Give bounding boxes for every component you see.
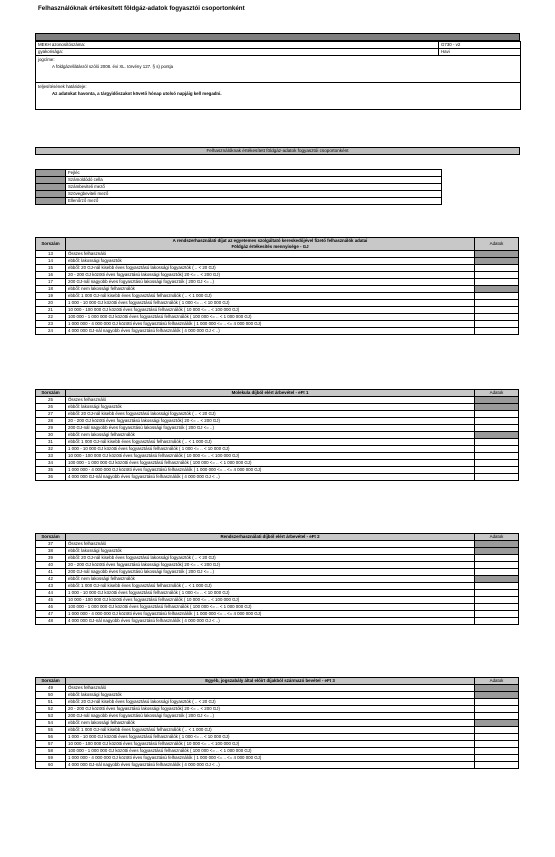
table-row: [36, 692, 519, 699]
legend-swatch: [36, 177, 66, 184]
data-input-cell[interactable]: [475, 541, 519, 548]
row-number: 55: [36, 727, 66, 734]
data-input-cell[interactable]: [475, 604, 519, 611]
table-row: [36, 699, 519, 706]
row-label: ebből: nem lakossági felhasználók: [66, 720, 475, 727]
table-row: [36, 460, 519, 467]
data-input-cell[interactable]: [475, 286, 519, 293]
table-row: [36, 446, 519, 453]
row-label: 20 - 200 GJ közötti éves fogyasztású lakossági fogyasztók( 20 <= .. < 200 GJ): [66, 706, 475, 713]
col-adatok: Adatok: [475, 678, 519, 685]
data-input-cell[interactable]: [475, 446, 519, 453]
row-label: 10 000 - 100 000 GJ közötti éves fogyasztású felhasználók ( 10 000 <= .. < 100 000 GJ): [66, 453, 475, 460]
table-row: [36, 314, 519, 321]
row-number: 39: [36, 555, 66, 562]
row-number: 51: [36, 699, 66, 706]
data-input-cell[interactable]: [475, 583, 519, 590]
table-row: [36, 713, 519, 720]
meta-table: [35, 41, 521, 110]
data-input-cell[interactable]: [475, 748, 519, 755]
col-adatok: Adatok: [475, 238, 519, 251]
table-row: [36, 307, 519, 314]
data-input-cell[interactable]: [475, 314, 519, 321]
col-sorszam: Sorszám: [36, 534, 66, 541]
table-row: [36, 618, 519, 625]
row-label: Összes felhasználó: [66, 251, 475, 258]
row-label: 20 - 200 GJ közötti éves fogyasztású lakossági fogyasztók( 20 <= .. < 200 GJ): [66, 272, 475, 279]
row-label: 4 000 000 GJ-nál nagyobb éves fogyasztású felhasználók ( 4 000 000 GJ < ..): [66, 328, 475, 335]
data-input-cell[interactable]: [475, 251, 519, 258]
table-row: [36, 453, 519, 460]
table-row: [36, 328, 519, 335]
section-table: [35, 237, 519, 335]
table-row: [36, 541, 519, 548]
data-input-cell[interactable]: [475, 272, 519, 279]
table-row: [36, 583, 519, 590]
row-number: 42: [36, 576, 66, 583]
deadline-label: teljesítésének határideje:: [38, 84, 87, 89]
data-input-cell[interactable]: [475, 685, 519, 692]
row-number: 16: [36, 272, 66, 279]
row-label: 1 000 - 10 000 GJ közötti éves fogyasztású felhasználók ( 1 000 <= .. < 10 000 GJ): [66, 734, 475, 741]
row-label: ebből: lakossági fogyasztók: [66, 692, 475, 699]
table-row: [36, 604, 519, 611]
section-heading: Egyéb, jogszabály által előírt díjakból származó bevétel - eFt 3: [66, 678, 475, 685]
section-heading: Molekula díjból elért árbevétel - eFt 1: [66, 390, 475, 397]
row-label: ebből: lakossági fogyasztók: [66, 258, 475, 265]
data-input-cell[interactable]: [475, 741, 519, 748]
col-sorszam: Sorszám: [36, 678, 66, 685]
row-label: 1 000 - 10 000 GJ közötti éves fogyasztású felhasználók ( 1 000 <= .. < 10 000 GJ): [66, 446, 475, 453]
table-row: [36, 555, 519, 562]
row-label: 200 GJ-nál nagyobb éves fogyasztású lakossági fogyasztók ( 200 GJ <= ..): [66, 279, 475, 286]
table-row: [36, 706, 519, 713]
row-number: 20: [36, 300, 66, 307]
row-number: 57: [36, 741, 66, 748]
row-label: ebből: lakossági fogyasztók: [66, 404, 475, 411]
row-label: 20 - 200 GJ közötti éves fogyasztású lakossági fogyasztók( 20 <= .. < 200 GJ): [66, 418, 475, 425]
data-input-cell[interactable]: [475, 562, 519, 569]
data-input-cell[interactable]: [475, 727, 519, 734]
section-heading: Rendszerhasználati díjból elért árbevétel - eFt 2: [66, 534, 475, 541]
table-row: [36, 265, 519, 272]
row-number: 33: [36, 453, 66, 460]
data-input-cell[interactable]: [475, 279, 519, 286]
row-number: 29: [36, 425, 66, 432]
row-label: 4 000 000 GJ-nál nagyobb éves fogyasztású felhasználók ( 4 000 000 GJ < ..): [66, 618, 475, 625]
legend-label: Szövegbeviteli mező: [66, 191, 442, 198]
row-label: Összes felhasználó: [66, 685, 475, 692]
legend-label: Ellenőrző mező: [66, 198, 442, 205]
row-label: ebből: 1 000 GJ-nál kisebb éves fogyasztású felhasználók ( .. < 1 000 GJ): [66, 293, 475, 300]
table-row: [36, 467, 519, 474]
row-label: 4 000 000 GJ-nál nagyobb éves fogyasztású felhasználók ( 4 000 000 GJ < ..): [66, 474, 475, 481]
legal-value: A földgázellátásról szóló 2008. évi XL. törvény 127. § s) pontja: [52, 64, 174, 69]
table-row: [36, 418, 519, 425]
table-row: [36, 548, 519, 555]
data-input-cell[interactable]: [475, 597, 519, 604]
table-row: [36, 439, 519, 446]
row-number: 14: [36, 258, 66, 265]
row-number: 47: [36, 611, 66, 618]
table-row: [36, 411, 519, 418]
table-row: [36, 272, 519, 279]
row-number: 13: [36, 251, 66, 258]
row-number: 58: [36, 748, 66, 755]
data-input-cell[interactable]: [475, 734, 519, 741]
data-input-cell[interactable]: [475, 548, 519, 555]
table-row: [36, 597, 519, 604]
table-row: [36, 569, 519, 576]
row-number: 52: [36, 706, 66, 713]
table-row: [36, 279, 519, 286]
data-input-cell[interactable]: [475, 307, 519, 314]
row-label: 10 000 - 100 000 GJ közötti éves fogyasztású felhasználók ( 10 000 <= .. < 100 000 GJ): [66, 597, 475, 604]
col-adatok: Adatok: [475, 534, 519, 541]
data-input-cell[interactable]: [475, 258, 519, 265]
row-label: ebből: 1 000 GJ-nál kisebb éves fogyasztású felhasználók ( .. < 1 000 GJ): [66, 727, 475, 734]
row-label: 100 000 - 1 000 000 GJ közötti éves fogyasztású felhasználók ( 100 000 <= .. < 1 000 000 GJ): [66, 460, 475, 467]
data-input-cell[interactable]: [475, 699, 519, 706]
row-number: 45: [36, 597, 66, 604]
table-row: [36, 741, 519, 748]
row-label: 10 000 - 100 000 GJ közötti éves fogyasztású felhasználók ( 10 000 <= .. < 100 000 GJ): [66, 741, 475, 748]
table-row: [36, 321, 519, 328]
table-row: [36, 562, 519, 569]
data-input-cell[interactable]: [475, 692, 519, 699]
freq-label: gyakorisága:: [36, 49, 439, 56]
table-row: [36, 755, 519, 762]
row-number: 35: [36, 467, 66, 474]
table-row: [36, 397, 519, 404]
row-number: 44: [36, 590, 66, 597]
legend-swatch: [36, 184, 66, 191]
row-number: 48: [36, 618, 66, 625]
row-label: 1 000 000 - 4 000 000 GJ közötti éves fogyasztású felhasználók ( 1 000 000 <= .. <= 4 000 000 GJ): [66, 321, 475, 328]
row-number: 28: [36, 418, 66, 425]
row-number: 40: [36, 562, 66, 569]
data-input-cell[interactable]: [475, 293, 519, 300]
table-row: [36, 251, 519, 258]
data-input-cell[interactable]: [475, 706, 519, 713]
legend-label: Számoldódó cella: [66, 177, 442, 184]
row-number: 38: [36, 548, 66, 555]
row-label: 200 GJ-nál nagyobb éves fogyasztású lakossági fogyasztók ( 200 GJ <= ..): [66, 713, 475, 720]
row-label: 1 000 - 10 000 GJ közötti éves fogyasztású felhasználók ( 1 000 <= .. < 10 000 GJ): [66, 590, 475, 597]
data-input-cell[interactable]: [475, 397, 519, 404]
data-input-cell[interactable]: [475, 328, 519, 335]
data-input-cell[interactable]: [475, 411, 519, 418]
data-input-cell[interactable]: [475, 321, 519, 328]
table-row: [36, 474, 519, 481]
row-label: 200 GJ-nál nagyobb éves fogyasztású lakossági fogyasztók ( 200 GJ <= ..): [66, 569, 475, 576]
table-row: [36, 611, 519, 618]
col-sorszam: Sorszám: [36, 390, 66, 397]
data-input-cell[interactable]: [475, 762, 519, 769]
row-number: 34: [36, 460, 66, 467]
row-label: 200 GJ-nál nagyobb éves fogyasztású lakossági fogyasztók ( 200 GJ <= ..): [66, 425, 475, 432]
legend-label: Fejléc: [66, 170, 442, 177]
table-row: [36, 425, 519, 432]
row-number: 37: [36, 541, 66, 548]
data-input-cell[interactable]: [475, 755, 519, 762]
row-number: 25: [36, 397, 66, 404]
row-label: 1 000 000 - 4 000 000 GJ közötti éves fogyasztású felhasználók ( 1 000 000 <= .. <= 4 000 000 GJ): [66, 611, 475, 618]
data-input-cell[interactable]: [475, 474, 519, 481]
table-row: [36, 720, 519, 727]
table-row: [36, 258, 519, 265]
row-label: ebből: nem lakossági felhasználók: [66, 286, 475, 293]
row-number: 36: [36, 474, 66, 481]
col-adatok: Adatok: [475, 390, 519, 397]
row-number: 59: [36, 755, 66, 762]
mekh-label: MEKH azonosítószáma:: [36, 42, 439, 49]
row-number: 56: [36, 734, 66, 741]
row-label: 1 000 - 10 000 GJ közötti éves fogyasztású felhasználók ( 1 000 <= .. < 10 000 GJ): [66, 300, 475, 307]
table-row: [36, 286, 519, 293]
section-table: [35, 389, 519, 481]
data-input-cell[interactable]: [475, 720, 519, 727]
data-input-cell[interactable]: [475, 404, 519, 411]
row-label: Összes felhasználó: [66, 541, 475, 548]
legend: [35, 169, 442, 205]
row-label: 100 000 - 1 000 000 GJ közötti éves fogyasztású felhasználók ( 100 000 <= .. < 1 000 000 GJ): [66, 314, 475, 321]
row-number: 32: [36, 446, 66, 453]
row-number: 15: [36, 265, 66, 272]
data-input-cell[interactable]: [475, 467, 519, 474]
data-input-cell[interactable]: [475, 460, 519, 467]
deadline-value: Az adatokat havonta, a tárgyidőszakot követő hónap utolsó napjáig kell megadni.: [52, 91, 222, 96]
table-row: [36, 293, 519, 300]
row-number: 53: [36, 713, 66, 720]
data-input-cell[interactable]: [475, 418, 519, 425]
section-heading: A rendszerhasználati díjat az egyetemes szolgáltató kereskedőjével fizető felhasználók adatai Földgáz értékesítés mennyisége - GJ: [66, 238, 475, 251]
row-number: 31: [36, 439, 66, 446]
row-number: 18: [36, 286, 66, 293]
data-input-cell[interactable]: [475, 453, 519, 460]
row-number: 43: [36, 583, 66, 590]
row-number: 54: [36, 720, 66, 727]
data-input-cell[interactable]: [475, 265, 519, 272]
row-label: 20 - 200 GJ közötti éves fogyasztású lakossági fogyasztók( 20 <= .. < 200 GJ): [66, 562, 475, 569]
legend-swatch: [36, 198, 66, 205]
data-input-cell[interactable]: [475, 439, 519, 446]
data-input-cell[interactable]: [475, 432, 519, 439]
row-label: ebből: lakossági fogyasztók: [66, 548, 475, 555]
row-label: ebből: 20 GJ-nál kisebb éves fogyasztású lakossági fogyasztók ( .. < 20 GJ): [66, 699, 475, 706]
mekh-value: G730 - v2: [439, 42, 521, 49]
row-label: ebből: 1 000 GJ-nál kisebb éves fogyasztású felhasználók ( .. < 1 000 GJ): [66, 439, 475, 446]
table-row: [36, 576, 519, 583]
row-number: 27: [36, 411, 66, 418]
data-input-cell[interactable]: [475, 555, 519, 562]
data-input-cell[interactable]: [475, 611, 519, 618]
row-number: 22: [36, 314, 66, 321]
row-number: 23: [36, 321, 66, 328]
page-title: Felhasználóknak értékesített földgáz-adatok fogyasztói csoportonként: [38, 5, 245, 12]
legend-swatch: [36, 170, 66, 177]
legal-label: jogcíme:: [38, 57, 55, 62]
table-row: [36, 590, 519, 597]
legend-swatch: [36, 191, 66, 198]
freq-value: Havi: [439, 49, 521, 56]
section-table: [35, 677, 519, 769]
row-number: 24: [36, 328, 66, 335]
row-label: ebből: 20 GJ-nál kisebb éves fogyasztású lakossági fogyasztók ( .. < 20 GJ): [66, 411, 475, 418]
row-label: ebből: 20 GJ-nál kisebb éves fogyasztású lakossági fogyasztók ( .. < 20 GJ): [66, 555, 475, 562]
row-label: ebből: 1 000 GJ-nál kisebb éves fogyasztású felhasználók ( .. < 1 000 GJ): [66, 583, 475, 590]
row-label: ebből: nem lakossági felhasználók: [66, 432, 475, 439]
data-input-cell[interactable]: [475, 576, 519, 583]
data-input-cell[interactable]: [475, 300, 519, 307]
row-number: 19: [36, 293, 66, 300]
table-row: [36, 685, 519, 692]
table-row: [36, 748, 519, 755]
row-label: 1 000 000 - 4 000 000 GJ közötti éves fogyasztású felhasználók ( 1 000 000 <= .. <= 4 000 000 GJ): [66, 755, 475, 762]
row-label: 1 000 000 - 4 000 000 GJ közötti éves fogyasztású felhasználók ( 1 000 000 <= .. <= 4 000 000 GJ): [66, 467, 475, 474]
row-label: ebből: nem lakossági felhasználók: [66, 576, 475, 583]
row-number: 26: [36, 404, 66, 411]
data-input-cell[interactable]: [475, 569, 519, 576]
table-row: [36, 727, 519, 734]
row-number: 46: [36, 604, 66, 611]
data-input-cell[interactable]: [475, 618, 519, 625]
row-number: 30: [36, 432, 66, 439]
data-input-cell[interactable]: [475, 713, 519, 720]
row-label: 100 000 - 1 000 000 GJ közötti éves fogyasztású felhasználók ( 100 000 <= .. < 1 000 000 GJ): [66, 604, 475, 611]
row-number: 49: [36, 685, 66, 692]
section-table: [35, 533, 519, 625]
table-row: [36, 300, 519, 307]
data-input-cell[interactable]: [475, 425, 519, 432]
col-sorszam: Sorszám: [36, 238, 66, 251]
table-row: [36, 734, 519, 741]
data-input-cell[interactable]: [475, 590, 519, 597]
row-number: 41: [36, 569, 66, 576]
table-row: [36, 432, 519, 439]
header-bar: [35, 33, 520, 41]
row-number: 60: [36, 762, 66, 769]
row-label: ebből: 20 GJ-nál kisebb éves fogyasztású lakossági fogyasztók ( .. < 20 GJ): [66, 265, 475, 272]
banner: Felhasználóknak értékesített földgáz-adatok fogyasztói csoportonként: [35, 147, 520, 155]
row-number: 50: [36, 692, 66, 699]
table-row: [36, 762, 519, 769]
row-number: 21: [36, 307, 66, 314]
row-label: 4 000 000 GJ-nál nagyobb éves fogyasztású felhasználók ( 4 000 000 GJ < ..): [66, 762, 475, 769]
table-row: [36, 404, 519, 411]
row-label: 100 000 - 1 000 000 GJ közötti éves fogyasztású felhasználók ( 100 000 <= .. < 1 000 000 GJ): [66, 748, 475, 755]
row-number: 17: [36, 279, 66, 286]
row-label: 10 000 - 100 000 GJ közötti éves fogyasztású felhasználók ( 10 000 <= .. < 100 000 GJ): [66, 307, 475, 314]
row-label: Összes felhasználó: [66, 397, 475, 404]
legend-label: Számbeviteli mező: [66, 184, 442, 191]
